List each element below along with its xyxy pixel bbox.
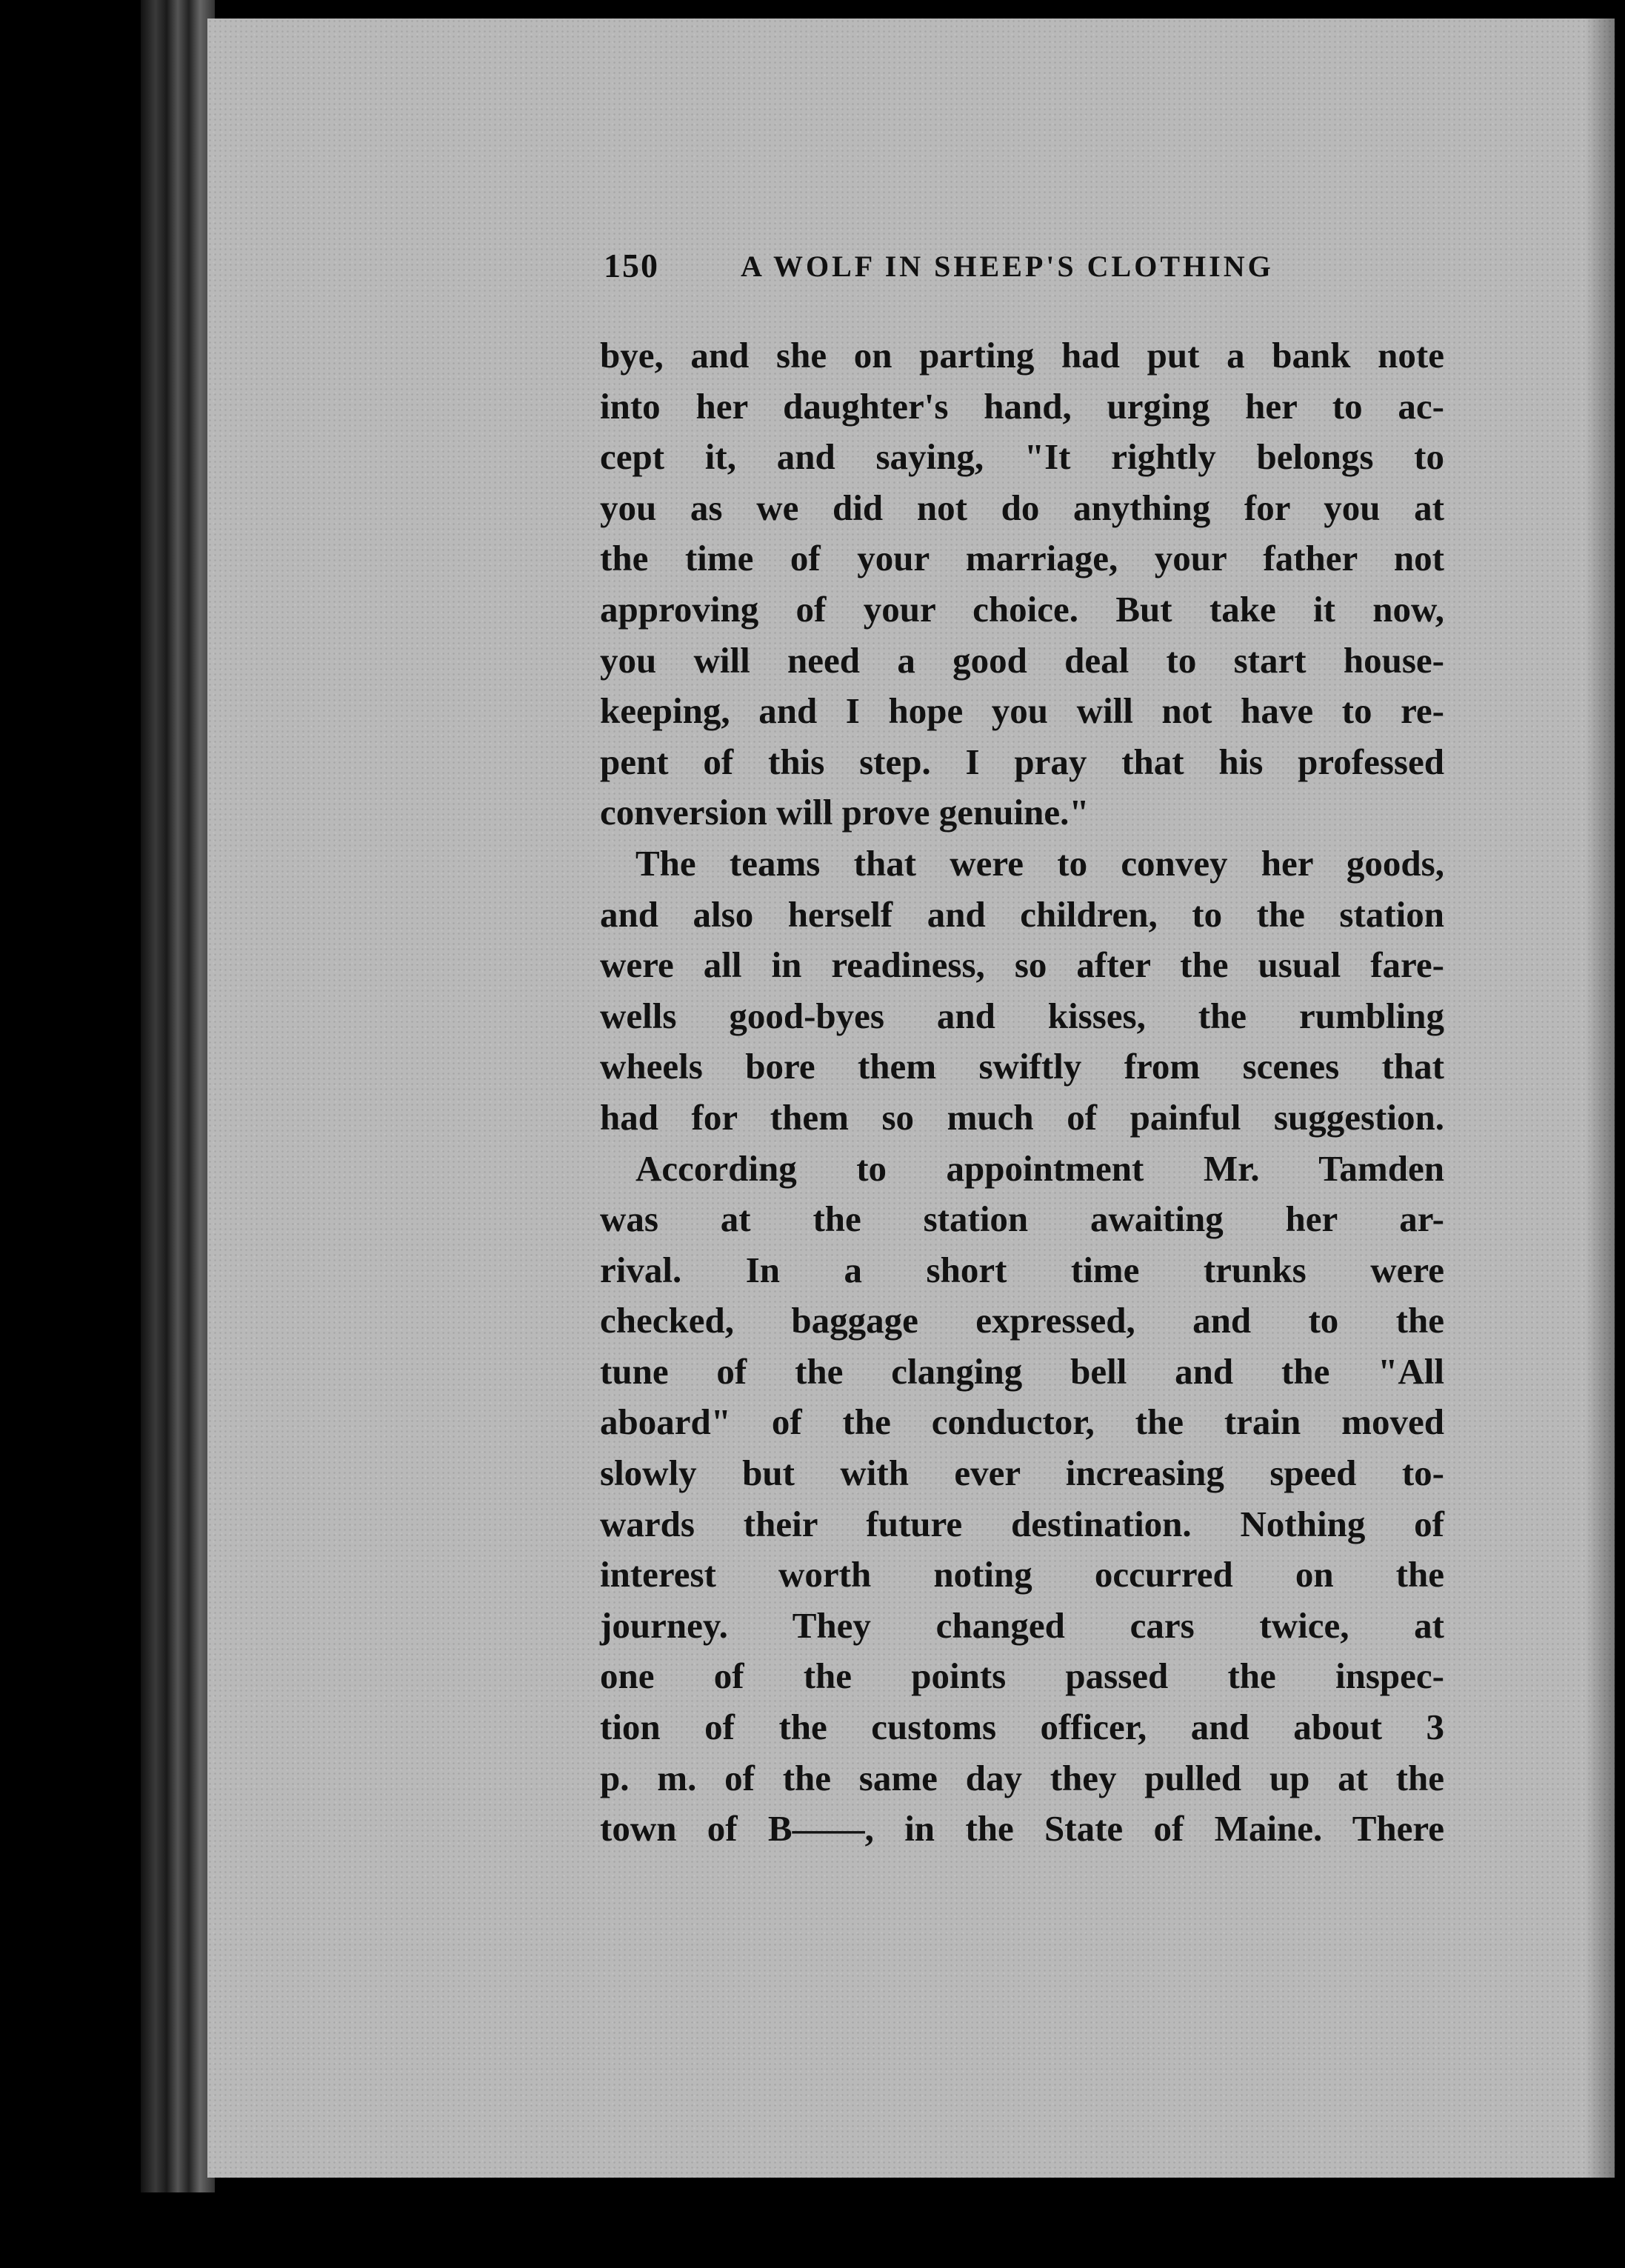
book-binding-edge <box>141 0 215 2192</box>
page-header <box>604 246 1448 290</box>
text-line: keeping, and I hope you will not have to re- <box>600 690 1444 732</box>
text-line: had for them so much of painful suggestion. <box>600 1096 1444 1138</box>
text-line: one of the points passed the inspec- <box>600 1655 1444 1697</box>
text-line: were all in readiness, so after the usual fare- <box>600 944 1444 986</box>
page-number: 150 <box>604 247 659 284</box>
text-line: wheels bore them swiftly from scenes that <box>600 1046 1444 1087</box>
text-line: rival. In a short time trunks were <box>600 1249 1444 1290</box>
text-line: you as we did not do anything for you at <box>600 487 1444 528</box>
text-line: into her daughter's hand, urging her to ac- <box>600 385 1444 427</box>
text-line: aboard" of the conductor, the train moved <box>600 1401 1444 1443</box>
text-line: was at the station awaiting her ar- <box>600 1198 1444 1240</box>
text-line: pent of this step. I pray that his professed <box>600 741 1444 782</box>
text-line: The teams that were to convey her goods, <box>635 842 1444 884</box>
body-text <box>600 330 1444 1855</box>
text-line: approving of your choice. But take it now, <box>600 588 1444 630</box>
text-line: tion of the customs officer, and about 3 <box>600 1707 1444 1748</box>
text-line: town of B——, in the State of Maine. There <box>600 1808 1444 1850</box>
text-line: p. m. of the same day they pulled up at the <box>600 1757 1444 1798</box>
text-line: conversion will prove genuine." <box>600 792 1090 833</box>
page-right-shadow <box>1585 19 1615 2178</box>
text-line: bye, and she on parting had put a bank note <box>600 335 1444 376</box>
text-line: and also herself and children, to the station <box>600 893 1444 935</box>
text-line: tune of the clanging bell and the "All <box>600 1350 1444 1392</box>
text-line: interest worth noting occurred on the <box>600 1554 1444 1595</box>
text-line: the time of your marriage, your father not <box>600 538 1444 579</box>
text-line: wards their future destination. Nothing of <box>600 1503 1444 1544</box>
text-line: According to appointment Mr. Tamden <box>635 1147 1444 1189</box>
running-head: A WOLF IN SHEEP'S CLOTHING <box>741 250 1274 283</box>
text-line: wells good-byes and kisses, the rumbling <box>600 995 1444 1036</box>
text-line: checked, baggage expressed, and to the <box>600 1300 1444 1341</box>
text-line: journey. They changed cars twice, at <box>600 1604 1444 1646</box>
text-line: you will need a good deal to start house- <box>600 639 1444 681</box>
text-line: slowly but with ever increasing speed to- <box>600 1452 1444 1494</box>
text-line: cept it, and saying, "It rightly belongs to <box>600 436 1444 478</box>
